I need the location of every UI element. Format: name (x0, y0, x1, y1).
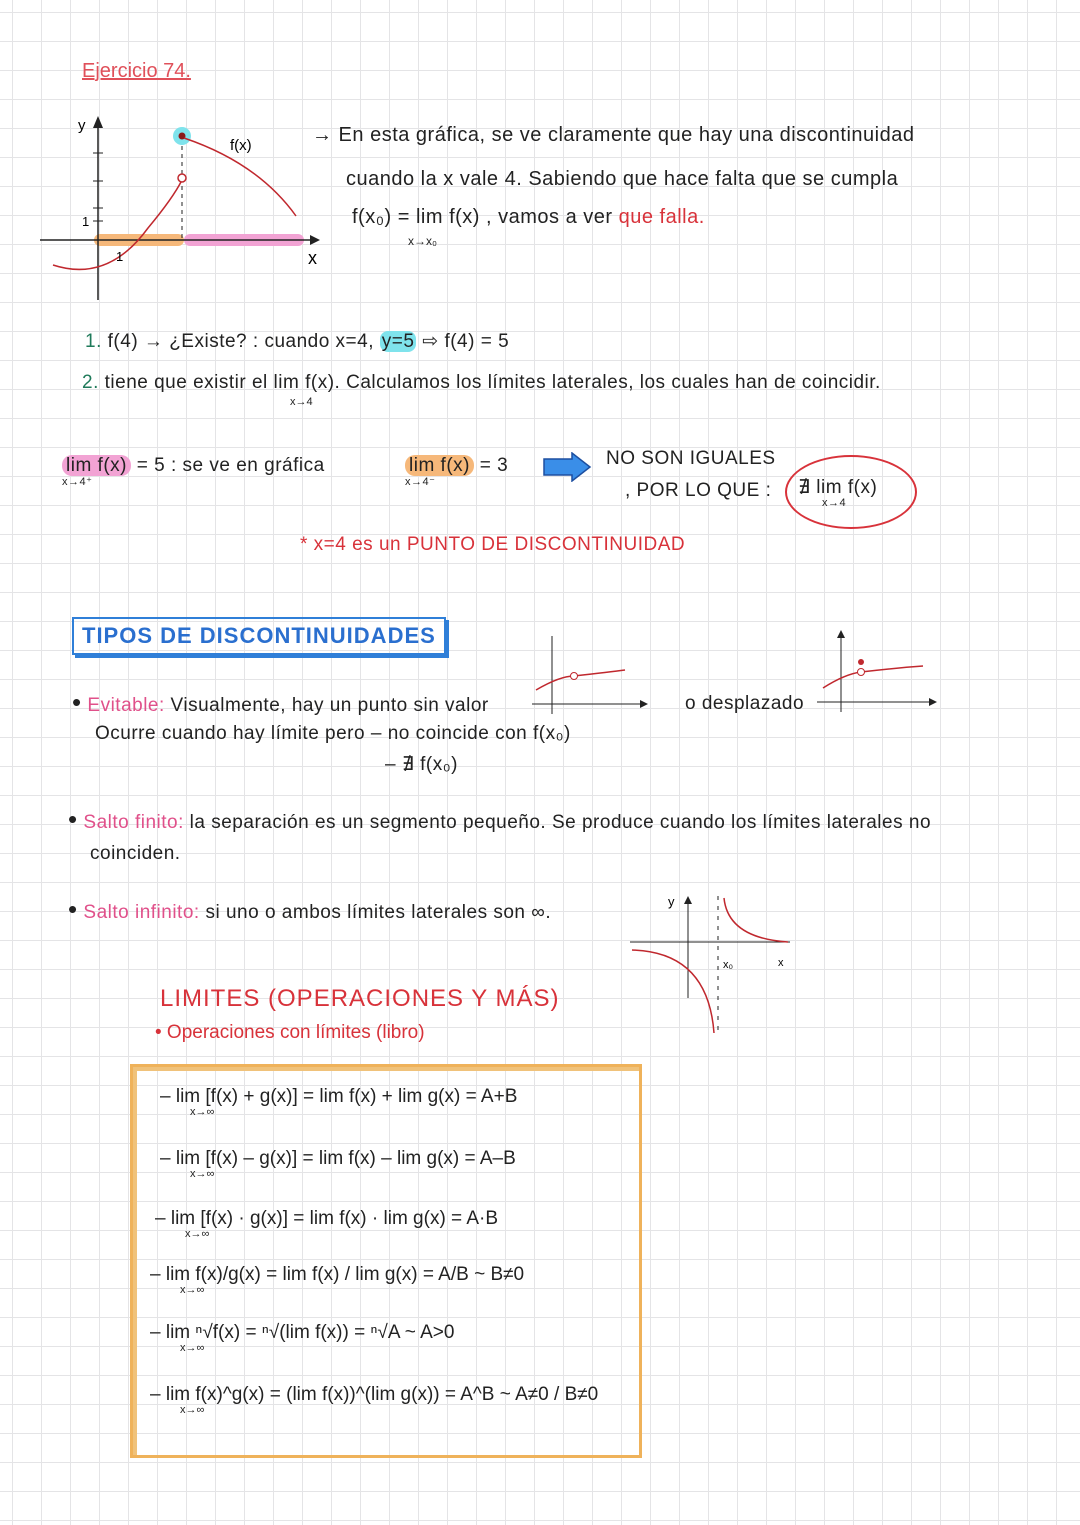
step-1 (85, 330, 509, 353)
y-tick: 1 (82, 214, 90, 229)
evitable-item: • Evitable: Visualmente, hay un punto sin valor (72, 687, 489, 717)
discontinuity-graph (38, 108, 328, 308)
left-limit-expr: lim f(x) (405, 455, 474, 476)
discontinuity-note: * x=4 es un PUNTO DE DISCONTINUIDAD (300, 534, 686, 555)
infinito-text: si uno o ambos límites laterales son ∞. (205, 902, 552, 923)
curve-label: f(x) (230, 137, 252, 154)
x-label: x (308, 248, 317, 268)
left-limit (405, 455, 508, 488)
salto-finito-item: • Salto finito: la separación es un segmento pequeño. Se produce cuando los límites laterales no (68, 804, 932, 834)
desplazado-graph (815, 630, 940, 715)
intro-line2: cuando la x vale 4. Sabiendo que hace falta que se cumpla (346, 168, 899, 190)
finito-line2: coinciden. (90, 843, 181, 864)
no-son-iguales: NO SON IGUALES (606, 448, 776, 469)
left-limit-sub: x→4⁻ (405, 476, 436, 488)
right-limit-sub: x→4⁺ (62, 476, 93, 488)
right-limit (62, 455, 325, 488)
open-point (178, 174, 186, 182)
evitable-line2: Ocurre cuando hay límite pero – no coincide con f(x₀) (95, 723, 571, 744)
limites-subheading: • Operaciones con límites (libro) (155, 1022, 425, 1043)
step-1-number: 1. (85, 331, 102, 352)
salto-infinito-item: • Salto infinito: si uno o ambos límites laterales son ∞. (68, 894, 552, 924)
step-1-result: ⇨ f(4) = 5 (422, 331, 510, 352)
arrow-icon (542, 452, 592, 482)
intro-line3 (352, 206, 705, 229)
evitable-label: Evitable: (87, 695, 165, 716)
left-limit-value: = 3 (479, 455, 509, 476)
step-1-highlight: y=5 (381, 331, 415, 352)
conclusion-text: ∄ lim f(x) (798, 477, 878, 498)
y-label: y (78, 117, 86, 134)
step-2-number: 2. (82, 372, 99, 393)
finito-label: Salto finito: (83, 812, 184, 833)
conclusion (798, 476, 877, 509)
limites-heading: LIMITES (OPERACIONES Y MÁS) (160, 985, 560, 1012)
formula-difference: – lim [f(x) – g(x)] = lim f(x) – lim g(x) = A–B x→∞ (160, 1148, 516, 1180)
evitable-line3: – ∄ f(x₀) (385, 754, 458, 775)
step-2-sub: x→4 (290, 396, 313, 408)
continuity-condition: f(x₀) = lim f(x) , vamos a ver (352, 206, 613, 228)
x-tick: 1 (116, 249, 124, 264)
que-falla: que falla. (618, 206, 705, 228)
step-2-text: tiene que existir el lim f(x). Calculamos los límites laterales, los cuales han de coincidir. (104, 372, 881, 393)
intro-line1: → En esta gráfica, se ve claramente que hay una discontinuidad (312, 124, 915, 146)
right-limit-value: = 5 : se ve en gráfica (136, 455, 325, 476)
finito-text: la separación es un segmento pequeño. Se produce cuando los límites laterales no (189, 812, 932, 833)
formula-sum: – lim [f(x) + g(x)] = lim f(x) + lim g(x) = A+B x→∞ (160, 1086, 518, 1118)
inf-x-label: x (778, 957, 784, 969)
exercise-title: Ejercicio 74. (82, 60, 191, 82)
infinite-jump-graph (628, 888, 793, 1038)
formula-quotient: – lim f(x)/g(x) = lim f(x) / lim g(x) = A/B ~ B≠0 x→∞ (150, 1264, 525, 1296)
conclusion-sub: x→4 (822, 497, 847, 509)
evitable-text: Visualmente, hay un punto sin valor (170, 695, 489, 716)
intro-sub: x→x₀ (408, 234, 437, 248)
formula-product: – lim [f(x) · g(x)] = lim f(x) · lim g(x) = A·B x→∞ (155, 1208, 499, 1240)
formula-root: – lim ⁿ√f(x) = ⁿ√(lim f(x)) = ⁿ√A ~ A>0 x→∞ (150, 1322, 455, 1354)
formula-power: – lim f(x)^g(x) = (lim f(x))^(lim g(x)) = A^B ~ A≠0 / B≠0 x→∞ (150, 1384, 599, 1416)
o-desplazado: o desplazado (685, 693, 805, 714)
evitable-graph (530, 632, 650, 717)
right-limit-expr: lim f(x) (62, 455, 131, 476)
step-1-text: f(4) → ¿Existe? : cuando x=4, (107, 331, 375, 352)
por-lo-que: , POR LO QUE : (625, 480, 772, 501)
inf-x0-label: x₀ (723, 959, 734, 971)
step-2 (82, 372, 881, 394)
infinito-label: Salto infinito: (83, 902, 200, 923)
tipos-heading: TIPOS DE DISCONTINUIDADES (72, 617, 446, 655)
inf-y-label: y (668, 894, 675, 909)
